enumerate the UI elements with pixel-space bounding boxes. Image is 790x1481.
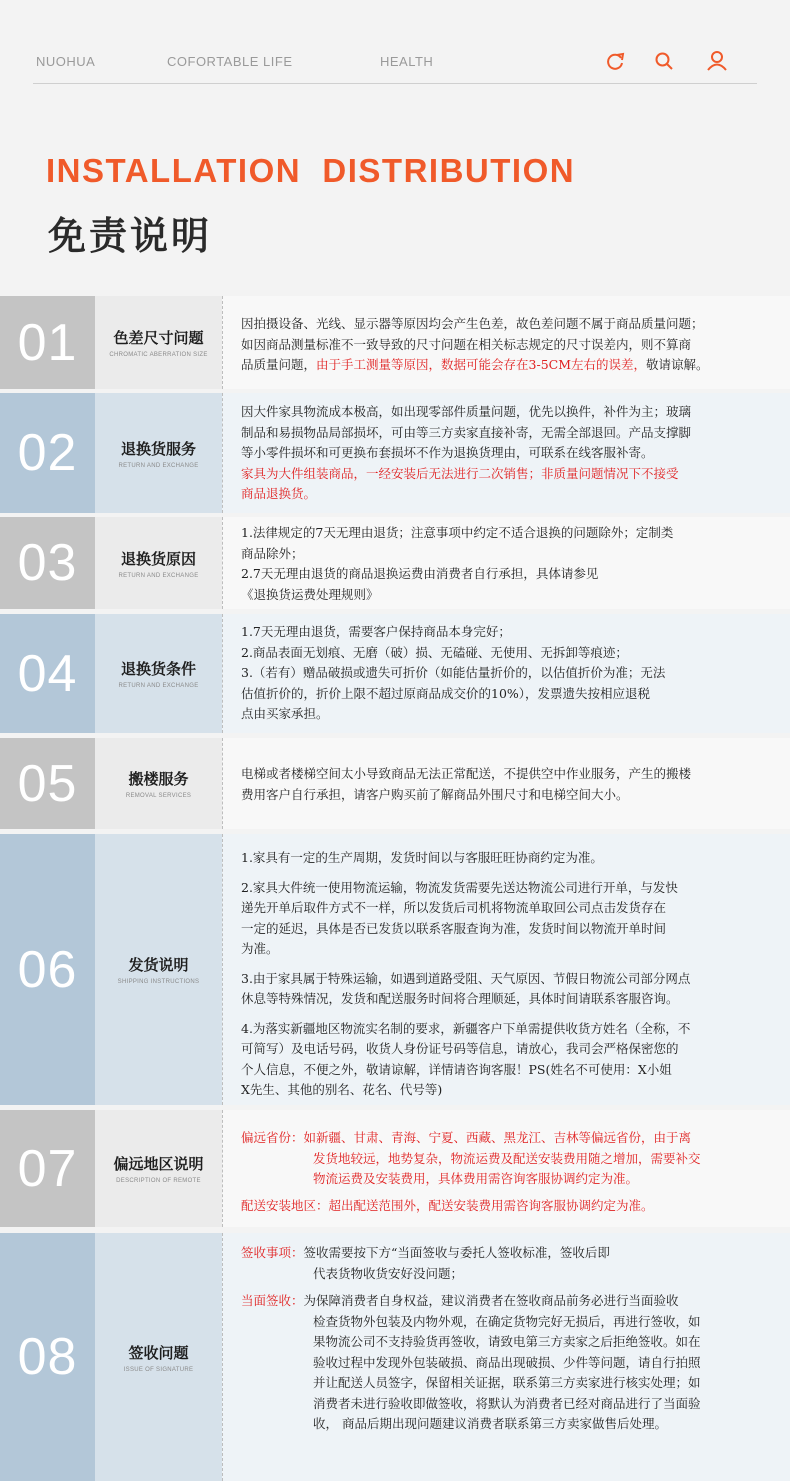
text-line: 1.家具有一定的生产周期，发货时间以与客服旺旺协商约定为准。 — [241, 850, 603, 865]
text-line: 个人信息，不便之外，敬请谅解，详情请咨询客服！PS(姓名不可使用：X小姐 — [241, 1061, 672, 1077]
text-line: 当面签收：为保障消费者自身权益，建议消费者在签收商品前务必进行当面验收 — [241, 1293, 679, 1308]
text-line: 因拍摄设备、光线、显示器等原因均会产生色差，故色差问题不属于商品质量问题； — [241, 316, 704, 331]
section-title-box — [95, 517, 222, 609]
section-title-box — [95, 834, 222, 1105]
section-subtitle: CHROMATIC ABERRATION SIZE — [109, 352, 208, 358]
section-subtitle: DESCRIPTION OF REMOTE — [116, 1178, 201, 1184]
section-number: 01 — [0, 296, 95, 389]
section-number: 08 — [0, 1233, 95, 1481]
section-text — [222, 517, 790, 609]
text-line: 2.家具大件统一使用物流运输，物流发货需要先送达物流公司进行开单，与发快 — [241, 879, 678, 895]
nav-item-health[interactable]: HEALTH — [380, 54, 434, 69]
section-01 — [0, 296, 790, 389]
section-subtitle: ISSUE OF SIGNATURE — [123, 1366, 194, 1373]
heading-chinese: 免责说明 — [48, 213, 213, 258]
section-02 — [0, 393, 790, 513]
section-title: 退换货服务 — [120, 439, 196, 458]
section-03 — [0, 517, 790, 609]
text-line: 《退换货运费处理规则》 — [241, 586, 379, 602]
text-line: 偏远省份：如新疆、甘肃、青海、宁夏、西藏、黑龙江、吉林等偏远省份，由于离 — [241, 1130, 692, 1145]
section-number: 05 — [0, 738, 95, 829]
section-number: 03 — [0, 517, 95, 609]
section-text — [222, 834, 790, 1105]
text-line: 4.为落实新疆地区物流实名制的要求，新疆客户下单需提供收货方姓名（全称，不 — [241, 1020, 691, 1036]
section-subtitle: SHIPPING INSTRUCTIONS — [117, 979, 200, 985]
text-line: 如因商品测量标准不一致导致的尺寸问题在相关标志规定的尺寸误差内，则不算商 — [241, 336, 692, 352]
text-line: 一定的延迟，具体是否已发货以联系客服查询为准，发货时间以物流开单时间 — [241, 920, 667, 936]
section-title-box — [95, 393, 222, 513]
text-line: 商品退换货。 — [241, 486, 317, 501]
text-line: 点由买家承担。 — [241, 706, 329, 721]
section-subtitle: RETURN AND EXCHANGE — [118, 462, 199, 469]
refresh-icon[interactable] — [605, 50, 627, 72]
text-line: X先生、其他的别名、花名、代号等) — [241, 1082, 443, 1097]
text-line: 可简写）及电话号码，收货人身份证号码等信息，请放心，我司会严格保密您的 — [241, 1041, 679, 1056]
search-icon[interactable] — [653, 50, 675, 72]
section-title-box — [95, 614, 222, 733]
section-06 — [0, 834, 790, 1105]
section-subtitle: RETURN AND EXCHANGE — [118, 683, 199, 689]
text-line: 制品和易损物品局部损坏，可由等三方卖家直接补寄，无需全部退回。产品支撑脚 — [241, 424, 692, 440]
section-title-box — [95, 1233, 222, 1481]
text-line: 2.7天无理由退货的商品退换运费由消费者自行承担，具体请参见 — [241, 566, 599, 581]
section-07 — [0, 1110, 790, 1227]
section-number: 06 — [0, 834, 95, 1105]
text-line: 发货地较远，地势复杂，物流运费及配送安装费用随之增加，需要补交 — [313, 1150, 701, 1166]
text-line: 签收事项：签收需要按下方“当面签收与委托人签收标准，签收后即 — [241, 1245, 610, 1260]
text-line: 等小零件损坏和可更换布套损坏不作为退换货理由，可联系在线客服补寄。 — [241, 445, 654, 460]
text-line: 估值折价的，折价上限不超过原商品成交价的10%），发票遗失按相应退税 — [241, 685, 651, 701]
nav-item-comfortable-life[interactable]: COFORTABLE LIFE — [167, 54, 293, 69]
text-line: 电梯或者楼梯空间太小导致商品无法正常配送，不提供空中作业服务，产生的搬楼 — [241, 766, 692, 781]
section-title: 发货说明 — [128, 956, 189, 974]
text-line: 代表货物收货安好没问题； — [313, 1265, 464, 1281]
text-line: 费用客户自行承担，请客户购买前了解商品外围尺寸和电梯空间大小。 — [241, 786, 629, 802]
text-line: 检查货物外包装及内物外观，在确定货物完好无损后，再进行签收，如 — [313, 1313, 701, 1329]
section-text — [222, 1110, 790, 1227]
section-number: 04 — [0, 614, 95, 733]
text-line: 配送安装地区：超出配送范围外，配送安装费用需咨询客服协调约定为准。 — [241, 1197, 654, 1213]
text-line: 休息等特殊情况，发货和配送服务时间将合理顺延，具体时间请联系客服咨询。 — [241, 991, 679, 1006]
text-line: 为准。 — [241, 941, 279, 956]
section-title-box — [95, 738, 222, 829]
text-line: 因大件家具物流成本极高，如出现零部件质量问题，优先以换件，补件为主；玻璃 — [241, 404, 692, 419]
text-line: 3.由于家具属于特殊运输，如遇到道路受阻、天气原因、节假日物流公司部分网点 — [241, 970, 691, 986]
section-subtitle: REMOVAL SERVICES — [125, 793, 192, 799]
section-title: 签收问题 — [128, 1343, 189, 1362]
user-icon[interactable] — [706, 50, 728, 72]
text-line: 果物流公司不支持验货再签收，请致电第三方卖家之后拒绝签收。如在 — [313, 1334, 701, 1349]
text-line: 物流运费及安装费用，具体费用需咨询客服协调约定为准。 — [313, 1171, 639, 1186]
nav-item-nuohua[interactable]: NUOHUA — [36, 54, 96, 69]
text-line: 2.商品表面无划痕、无磨（破）损、无磕碰、无使用、无拆卸等痕迹； — [241, 644, 628, 660]
text-line: 品质量问题，由于手工测量等原因，数据可能会存在3-5CM左右的误差，敬请谅解。 — [241, 357, 709, 372]
section-number: 02 — [0, 393, 95, 513]
text-line: 商品除外； — [241, 545, 304, 561]
top-nav — [33, 40, 757, 84]
section-subtitle: RETURN AND EXCHANGE — [118, 572, 199, 579]
text-line: 验收过程中发现外包装破损、商品出现破损、少件等问题，请自行拍照 — [313, 1354, 701, 1370]
section-title: 搬楼服务 — [128, 770, 189, 788]
section-title-box — [95, 1110, 222, 1227]
section-text — [222, 393, 790, 513]
text-line: 并让配送人员签字，保留相关证据，联系第三方卖家进行核实处理；如 — [313, 1375, 701, 1390]
section-08 — [0, 1233, 790, 1481]
section-text — [222, 614, 790, 733]
text-line: 递先开单后取件方式不一样，所以发货后司机将物流单取回公司点击发货存在 — [241, 900, 667, 915]
text-line: 消费者未进行验收即做签收，将默认为消费者已经对商品进行了当面验 — [313, 1395, 701, 1411]
section-title: 偏远地区说明 — [113, 1155, 204, 1173]
section-04 — [0, 614, 790, 733]
section-text — [222, 738, 790, 829]
text-line: 家具为大件组装商品，一经安装后无法进行二次销售；非质量问题情况下不接受 — [241, 465, 679, 481]
text-line: 收， 商品后期出现问题建议消费者联系第三方卖家做售后处理。 — [313, 1416, 667, 1431]
section-05 — [0, 738, 790, 829]
section-title: 色差尺寸问题 — [113, 329, 204, 347]
heading-english: INSTALLATION DISTRIBUTION — [46, 152, 576, 189]
section-number: 07 — [0, 1110, 95, 1227]
section-text — [222, 1233, 790, 1481]
text-line: 1.7天无理由退货，需要客户保持商品本身完好； — [241, 624, 511, 639]
section-title-box — [95, 296, 222, 389]
text-line: 3.（若有）赠品破损或遗失可折价（如能估量折价的，以估值折价为准；无法 — [241, 665, 666, 680]
section-title: 退换货原因 — [120, 549, 196, 568]
section-text — [222, 296, 790, 389]
section-title: 退换货条件 — [120, 660, 196, 678]
text-line: 1.法律规定的7天无理由退货；注意事项中约定不适合退换的问题除外；定制类 — [241, 525, 674, 540]
